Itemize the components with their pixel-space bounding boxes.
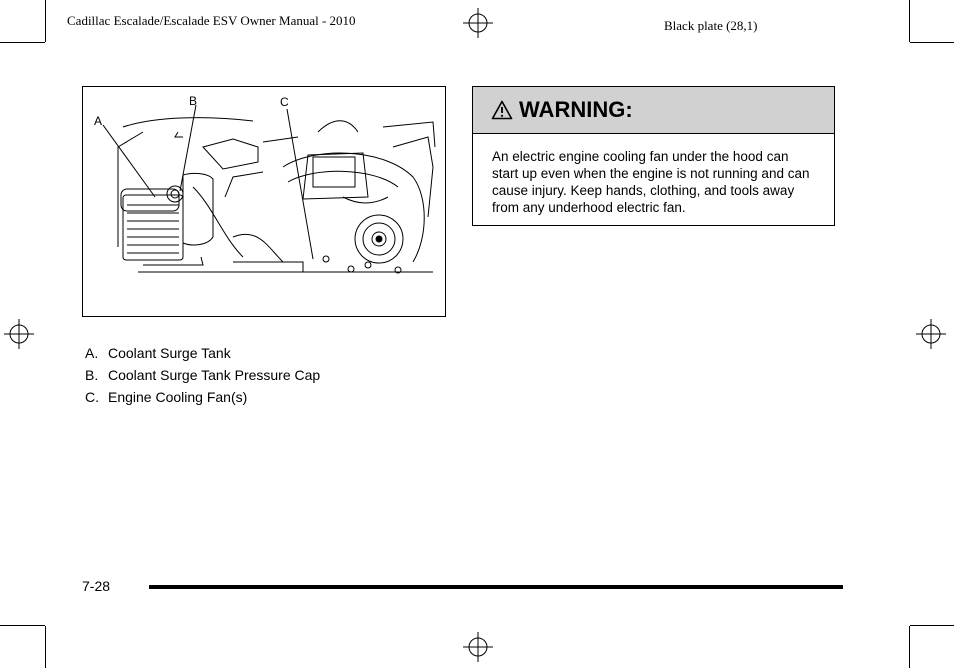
figure-legend: [85, 342, 320, 408]
warning-text: An electric engine cooling fan under the hood can start up even when the engine is not running and can cause injury. Keep hands, clothing, and tools away from any underhood electric fan.: [492, 149, 810, 215]
callout-b: B: [189, 94, 198, 108]
warning-triangle-icon: [491, 100, 513, 120]
registration-mark-icon: [916, 319, 946, 349]
callout-c: C: [280, 95, 289, 109]
legend-text: Coolant Surge Tank: [108, 345, 231, 361]
crop-mark: [45, 626, 46, 668]
legend-letter: C.: [85, 389, 99, 405]
callout-leader-lines: [83, 87, 446, 317]
legend-text: Engine Cooling Fan(s): [108, 389, 248, 405]
callout-a: A: [94, 114, 103, 128]
registration-mark-icon: [463, 632, 493, 662]
footer-rule: [149, 585, 843, 589]
registration-mark-icon: [463, 8, 493, 38]
page-number: 7-28: [82, 578, 111, 594]
crop-mark: [0, 42, 45, 43]
legend-text: Coolant Surge Tank Pressure Cap: [108, 367, 321, 383]
crop-mark: [910, 42, 954, 43]
legend-item: [85, 386, 320, 408]
crop-mark: [45, 0, 46, 42]
warning-box: [472, 86, 835, 226]
plate-label: Black plate (28,1): [664, 18, 758, 33]
legend-item: [85, 364, 320, 386]
crop-mark: [909, 626, 910, 668]
crop-mark: [0, 625, 45, 626]
warning-header: [473, 87, 834, 134]
legend-letter: A.: [85, 345, 99, 361]
registration-mark-icon: [4, 319, 34, 349]
engine-compartment-illustration: [82, 86, 446, 317]
legend-letter: B.: [85, 367, 99, 383]
warning-title: WARNING:: [519, 97, 633, 122]
crop-mark: [909, 0, 910, 42]
manual-title: Cadillac Escalade/Escalade ESV Owner Manual - 2010: [67, 13, 356, 28]
crop-mark: [910, 625, 954, 626]
legend-item: [85, 342, 320, 364]
